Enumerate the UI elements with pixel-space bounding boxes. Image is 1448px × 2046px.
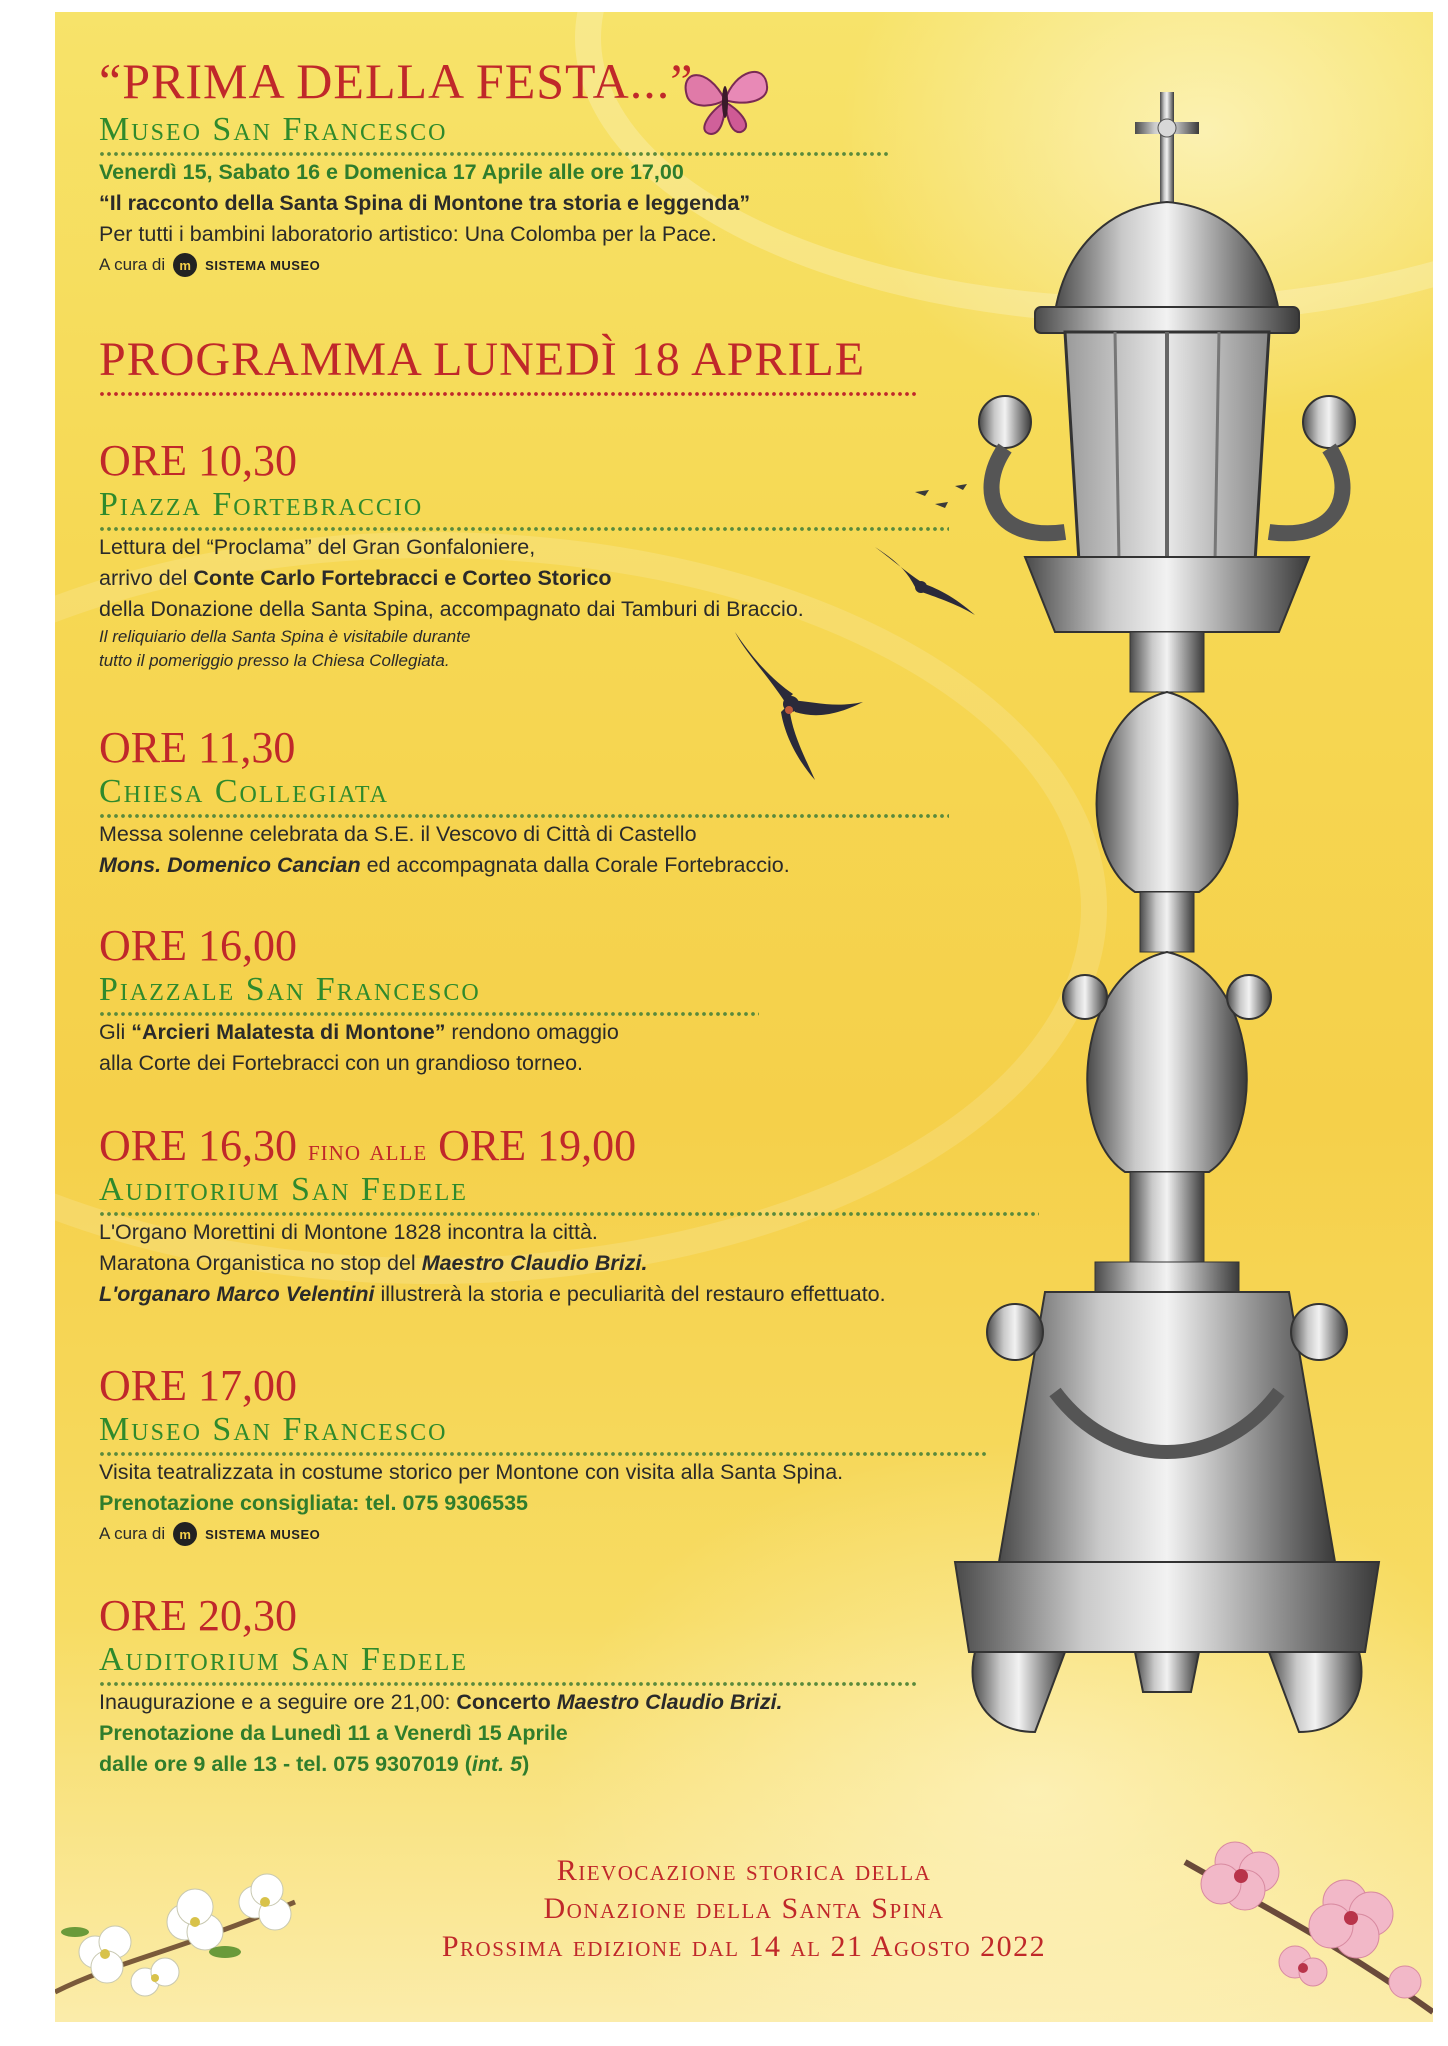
sistema-museo-logo-icon: m [173,253,197,277]
event-line [99,1248,1039,1279]
event-booking [99,1749,919,1780]
event-venue: Piazza Fortebraccio [99,486,424,524]
event-highlight: Maestro Claudio Brizi. [556,1690,783,1715]
event-note: Il reliquiario della Santa Spina è visitabile durante [99,627,471,647]
event-1130 [99,724,949,881]
event-line: Lettura del “Proclama” del Gran Gonfaloniere, [99,535,536,560]
event-venue: Chiesa Collegiata [99,773,389,811]
event-highlight: “Arcieri Malatesta di Montone” [131,1020,446,1045]
curated-by [99,1519,989,1549]
program-title: PROGRAMMA LUNEDÌ 18 APRILE [99,333,866,386]
event-line [99,1279,1039,1310]
event-text: Gli [99,1020,132,1045]
event-line [99,850,949,881]
curated-by-label: A cura di [99,255,166,275]
wavy-divider [99,391,919,397]
event-booking: Prenotazione da Lunedì 11 a Venerdì 15 Aprile [99,1721,568,1746]
event-line [99,1687,919,1718]
event-text: Inaugurazione e a seguire ore 21,00: [99,1690,457,1715]
event-booking-text: ) [522,1752,530,1777]
event-time-end: ORE 19,00 [438,1121,637,1170]
event-venue: Auditorium San Fedele [99,1641,468,1679]
event-time: ORE 17,00 [99,1361,297,1410]
header-workshop: Per tutti i bambini laboratorio artistico: Una Colomba per la Pace. [99,222,717,247]
event-venue: Museo San Francesco [99,1411,448,1449]
event-1630 [99,1122,1039,1310]
header-section [99,110,889,280]
event-venue: Auditorium San Fedele [99,1171,468,1209]
event-1600 [99,922,759,1079]
event-time [99,1122,1039,1170]
event-text: ed accompagnata dalla Corale Fortebraccio. [360,853,790,878]
event-line: Messa solenne celebrata da S.E. il Vescovo di Città di Castello [99,822,697,847]
event-booking: Prenotazione consigliata: tel. 075 9306535 [99,1491,528,1516]
event-time: ORE 20,30 [99,1591,297,1640]
event-highlight: Maestro Claudio Brizi. [421,1251,648,1276]
event-line: alla Corte dei Fortebracci con un grandioso torneo. [99,1051,584,1076]
footer-line: Donazione della Santa Spina [543,1892,945,1925]
event-booking-ext: int. 5 [471,1752,523,1777]
event-highlight: L'organaro Marco Velentini [99,1282,375,1307]
event-time: ORE 16,00 [99,921,297,970]
event-1030 [99,437,949,673]
event-highlight: Conte Carlo Fortebracci e Corteo Storico [193,566,612,591]
event-time: ORE 10,30 [99,436,297,485]
reliquary-illustration [935,92,1405,1742]
event-note: tutto il pomeriggio presso la Chiesa Collegiata. [99,651,450,671]
curated-by [99,250,889,280]
sistema-museo-label: SISTEMA MUSEO [205,1526,321,1542]
event-line [99,563,949,594]
event-text: illustrerà la storia e peculiarità del restauro effettuato. [374,1282,886,1307]
event-time-connector: fino alle [308,1134,428,1167]
footer-line: Prossima edizione dal 14 al 21 Agosto 2022 [441,1930,1047,1963]
event-time: ORE 11,30 [99,723,296,772]
program-header [99,332,919,397]
event-line: L'Organo Morettini di Montone 1828 incontra la città. [99,1220,598,1245]
footer [55,1852,1433,1966]
event-text: rendono omaggio [445,1020,619,1045]
page-title: “PRIMA DELLA FESTA...” [99,53,694,109]
event-text: arrivo del [99,566,194,591]
footer-line: Rievocazione storica della [556,1854,932,1887]
event-line: Visita teatralizzata in costume storico per Montone con visita alla Santa Spina. [99,1460,844,1485]
event-1700 [99,1362,989,1549]
sistema-museo-label: SISTEMA MUSEO [205,257,321,273]
event-line [99,1017,759,1048]
event-highlight: Mons. Domenico Cancian [99,853,361,878]
header-dates: Venerdì 15, Sabato 16 e Domenica 17 Aprile alle ore 17,00 [99,160,684,185]
curated-by-label: A cura di [99,1524,166,1544]
sistema-museo-logo-icon: m [173,1522,197,1546]
header-subtitle: “Il racconto della Santa Spina di Montone tra storia e leggenda” [99,191,751,216]
venue-label: Museo San Francesco [99,111,448,148]
event-highlight: Concerto [456,1690,557,1715]
poster [55,12,1433,2022]
event-time-start: ORE 16,30 [99,1121,297,1170]
event-booking-text: dalle ore 9 alle 13 - tel. 075 9307019 ( [99,1752,472,1777]
event-line: della Donazione della Santa Spina, accompagnato dai Tamburi di Braccio. [99,597,804,622]
event-2030 [99,1592,919,1780]
event-text: Maratona Organistica no stop del [99,1251,422,1276]
event-venue: Piazzale San Francesco [99,971,481,1009]
